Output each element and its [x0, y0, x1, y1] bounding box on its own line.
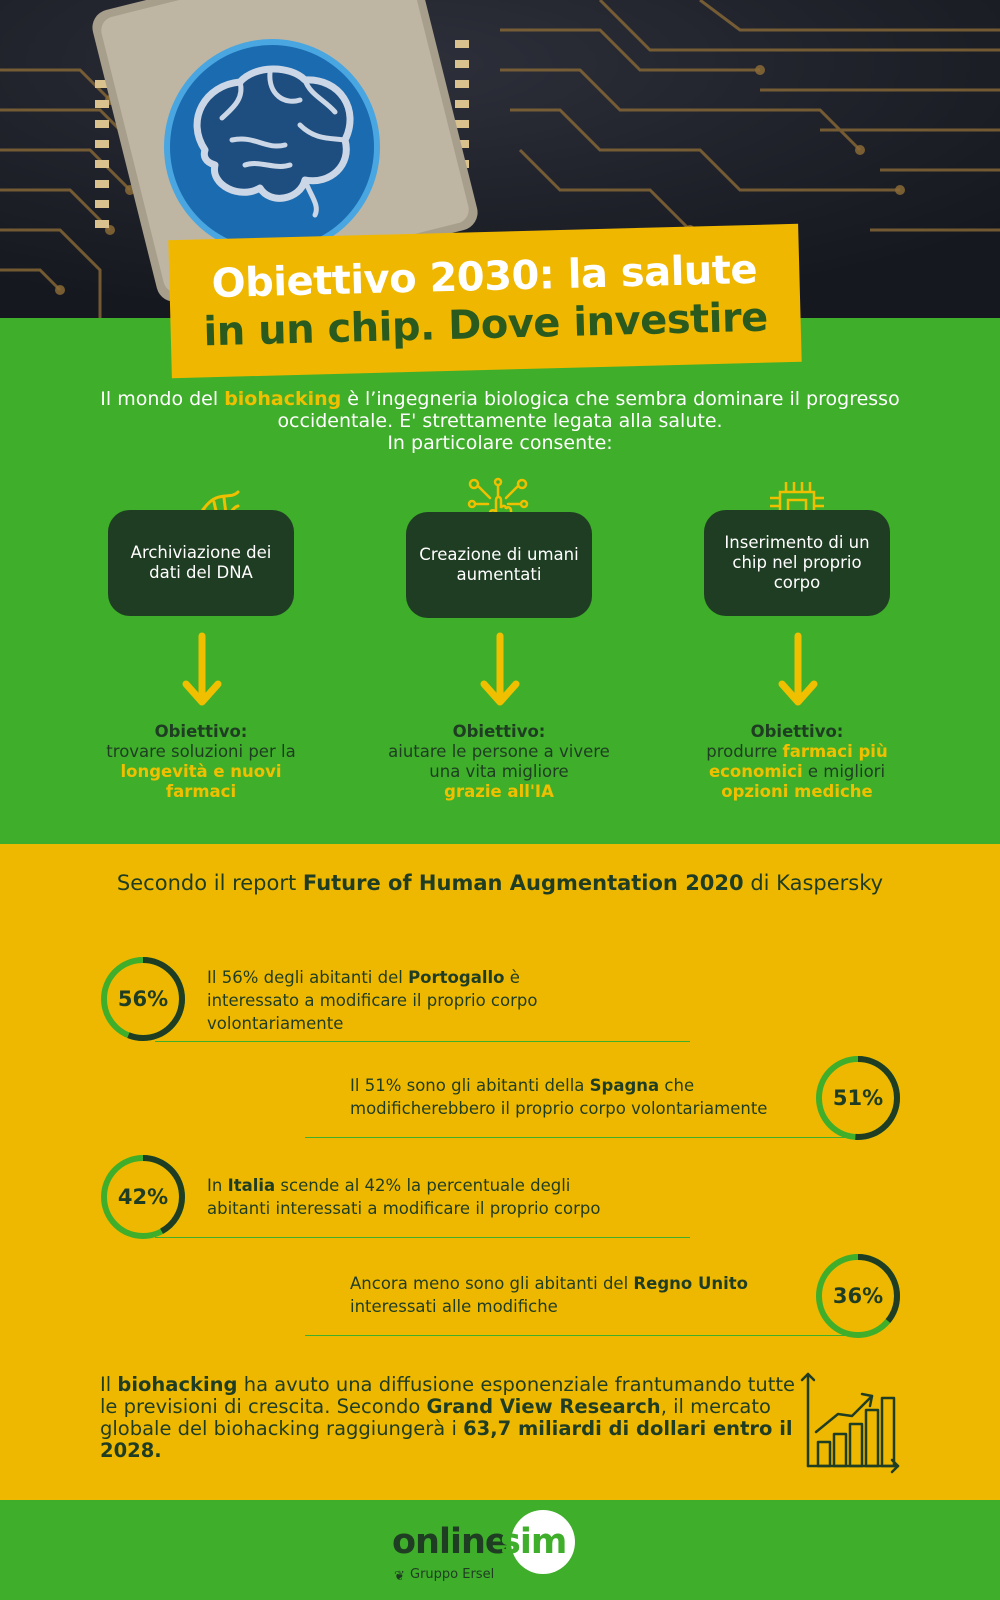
divider — [155, 1237, 690, 1238]
arrow-down-icon — [182, 634, 222, 706]
arrow-down-icon — [778, 634, 818, 706]
stat-portugal: Il 56% degli abitanti del Portogallo è interessato a modificare il proprio corpo volontariamente — [207, 968, 538, 1033]
stat-italy: In Italia scende al 42% la percentuale degli abitanti interessati a modificare il proprio corpo — [207, 1176, 601, 1218]
card-label: Inserimento di un chip nel proprio corpo — [724, 533, 870, 592]
page-title-line-1: Obiettivo 2030: la salute — [211, 246, 758, 308]
percent-label: 42% — [117, 1185, 169, 1209]
card-chip-insertion — [704, 510, 890, 616]
arrow-down-icon — [480, 634, 520, 706]
goal-augmented: Obiettivo: aiutare le persone a vivere una vita migliore grazie all'IA — [388, 722, 610, 801]
logo-online-text: online — [392, 1522, 508, 1562]
card-augmented-humans — [406, 512, 592, 618]
stat-spain: Il 51% sono gli abitanti della Spagna che modificherebbero il proprio corpo volontariamente — [350, 1076, 768, 1118]
logo-group-name: Gruppo Ersel — [410, 1567, 495, 1582]
leaf-icon: ❦ — [394, 1568, 405, 1583]
page-title-line-2: in un chip. Dove investire — [202, 294, 769, 356]
percent-label: 36% — [832, 1284, 884, 1308]
hero-banner — [0, 0, 1000, 356]
card-label: Archiviazione dei dati del DNA — [130, 543, 272, 582]
percent-label: 51% — [832, 1086, 884, 1110]
report-heading: Secondo il report Future of Human Augmentation 2020 di Kaspersky — [116, 871, 884, 895]
goal-chip: Obiettivo: produrre farmaci più economici e migliori opzioni mediche — [706, 722, 888, 801]
intro-paragraph: Il mondo del biohacking è l’ingegneria biologica che sembra dominare il progresso occidentale. E' strettamente legata alla salute. In particolare consente: — [100, 388, 900, 454]
title-banner — [168, 224, 801, 378]
stat-uk: Ancora meno sono gli abitanti del Regno Unito interessati alle modifiche — [350, 1274, 748, 1316]
card-dna-storage — [108, 510, 294, 616]
logo-sim-text: sim — [500, 1522, 567, 1562]
divider — [155, 1041, 690, 1042]
divider — [305, 1335, 850, 1336]
card-label: Creazione di umani aumentati — [419, 545, 579, 584]
closing-paragraph: Il biohacking ha avuto una diffusione esponenziale frantumando tutte le previsioni di crescita. Secondo Grand View Research, il mercato globale del biohacking raggiungerà i 63,7 miliardi di dollari entro il 2028. — [100, 1373, 796, 1462]
goal-dna: Obiettivo: trovare soluzioni per la longevità e nuovi farmaci — [106, 722, 296, 801]
percent-label: 56% — [117, 987, 169, 1011]
divider — [305, 1137, 850, 1138]
growth-chart-icon — [800, 1370, 902, 1472]
